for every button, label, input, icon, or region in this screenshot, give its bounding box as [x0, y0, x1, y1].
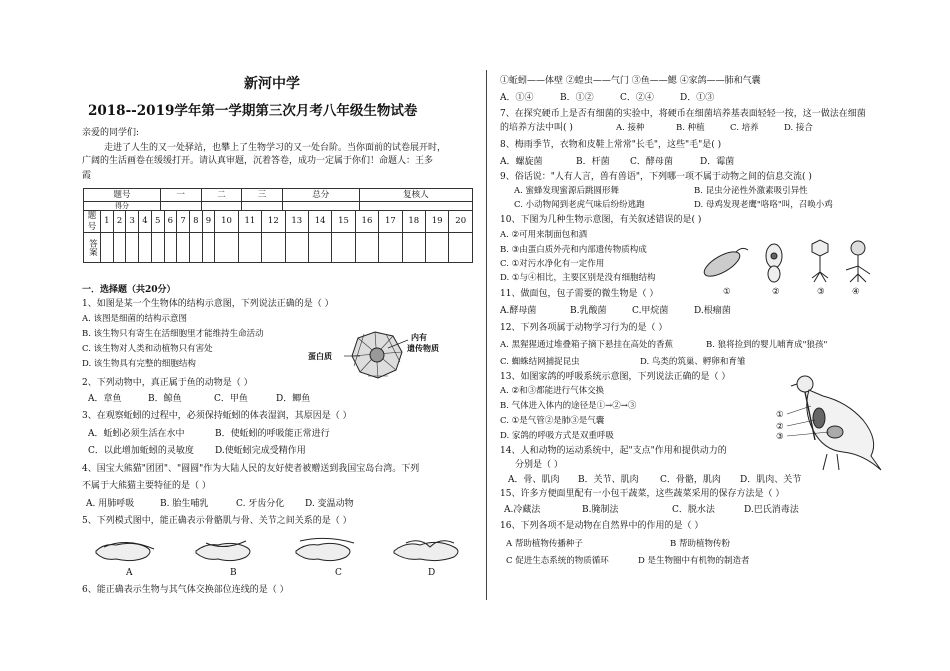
answer-cell[interactable]	[126, 233, 139, 263]
question-14-cont: 分别是（ ）	[515, 460, 563, 470]
option[interactable]: D. 鸟类的筑巢、孵卵和育雏	[640, 357, 746, 367]
question-12: 12、下列各项属于动物学习行为的是（ ）	[500, 323, 668, 333]
question-8: 8、梅雨季节，衣物和皮鞋上常常"长毛"，这些"毛"是( )	[500, 140, 722, 150]
answer-grid	[83, 210, 473, 263]
option[interactable]: A. 该图是细菌的结构示意图	[82, 314, 188, 324]
option[interactable]: D.根瘤菌	[694, 306, 731, 316]
answer-cell[interactable]	[113, 233, 126, 263]
diagram-label: 内有	[411, 332, 427, 342]
question-15: 15、许多方便面里配有一小包干蔬菜，这些蔬菜采用的保存方法是（ ）	[500, 489, 785, 499]
question-6: 6、能正确表示生物与其气体交换部位连线的是（ ）	[82, 585, 289, 595]
option[interactable]: A．蚯蚓必须生活在水中	[88, 429, 185, 439]
option[interactable]: A. 接种	[616, 123, 645, 133]
virus-diagram	[330, 326, 450, 384]
diagram-label: 遗传物质	[407, 343, 439, 353]
answer-grid-number: 20	[449, 211, 473, 233]
option[interactable]: A. 黑猩猩通过堆叠箱子摘下悬挂在高处的香蕉	[500, 340, 674, 350]
answer-grid-number: 17	[379, 211, 402, 233]
diagram-label: 蛋白质	[308, 351, 332, 361]
score-header: 复核人	[359, 189, 472, 202]
option[interactable]: B.乳酸菌	[570, 306, 607, 316]
option[interactable]: A.冷藏法	[504, 505, 541, 515]
answer-grid-number: 3	[126, 211, 139, 233]
joint-diagrams	[94, 535, 474, 567]
column-divider	[486, 70, 487, 600]
score-header: 总分	[282, 189, 359, 202]
answer-cell[interactable]	[402, 233, 425, 263]
option[interactable]: C.甲烷菌	[632, 306, 669, 316]
option[interactable]: C. 培养	[730, 123, 759, 133]
question-3: 3、在观察蚯蚓的过程中，必须保持蚯蚓的体表湿润，其原因是（ ）	[82, 411, 352, 421]
section-title: 一．选择题（共20分）	[82, 285, 176, 295]
answer-grid-number: 10	[215, 211, 238, 233]
answer-grid-number: 5	[151, 211, 164, 233]
figure-label: ③	[817, 287, 825, 297]
figure-label: ①	[776, 410, 784, 420]
option[interactable]: B. 气体进入体内的途径是①→②→③	[500, 401, 637, 411]
intro-line: 走进了人生的又一处驿站，也攀上了生物学习的又一处台阶。当你面前的试卷展开时，	[104, 143, 447, 153]
option[interactable]: D．①③	[680, 93, 715, 103]
option[interactable]: A. ②可用来制面包和酒	[500, 230, 588, 240]
question-9: 9、俗话说："人有人言，兽有兽语"，下列哪一项不属于动物之间的信息交流( )	[500, 172, 812, 182]
answer-cell[interactable]	[285, 233, 308, 263]
option[interactable]: C．甲鱼	[214, 394, 248, 404]
question-6-options: ①蚯蚓——体壁 ②蝗虫——气门 ③鱼——鳃 ④家鸽——肺和气囊	[500, 76, 761, 86]
answer-cell[interactable]	[332, 233, 355, 263]
score-table	[83, 188, 473, 211]
option[interactable]: A．骨、肌肉	[508, 475, 560, 485]
score-header: 二	[201, 189, 242, 202]
figure-label: C	[335, 568, 342, 578]
answer-cell[interactable]	[101, 233, 114, 263]
figure-label: D	[428, 568, 436, 578]
score-header: 题号	[84, 189, 161, 202]
option[interactable]: A. 蜜蜂发现蜜源后跳圆形舞	[514, 186, 620, 196]
answer-grid-number: 12	[262, 211, 285, 233]
pigeon-diagram	[783, 370, 888, 478]
answer-grid-number: 9	[202, 211, 215, 233]
answer-cell[interactable]	[202, 233, 215, 263]
answer-grid-number: 6	[164, 211, 177, 233]
option[interactable]: C. 蜘蛛结网捕捉昆虫	[500, 357, 580, 367]
option[interactable]: C. ①是气管②是肺③是气囊	[500, 416, 605, 426]
figure-label: ④	[852, 287, 860, 297]
answer-grid-number: 8	[189, 211, 202, 233]
option[interactable]: A．①④	[500, 93, 534, 103]
option[interactable]: D.使蚯蚓完成受精作用	[215, 446, 306, 456]
answer-cell[interactable]	[355, 233, 378, 263]
answer-grid-number: 16	[355, 211, 378, 233]
option[interactable]: D. ①与④相比，主要区别是没有细胞结构	[500, 273, 656, 283]
option[interactable]: C. 该生物对人类和动植物只有害处	[82, 344, 213, 354]
option[interactable]: D. 家鸽的呼吸方式是双重呼吸	[500, 431, 614, 441]
option[interactable]: B. 胎生哺乳	[160, 499, 209, 509]
option[interactable]: A．章鱼	[88, 394, 122, 404]
answer-cell[interactable]	[238, 233, 261, 263]
figure-label: A	[126, 568, 133, 578]
answer-grid-number: 18	[402, 211, 425, 233]
option[interactable]: C．骨骼，肌肉	[660, 475, 721, 485]
answer-grid-number: 1	[101, 211, 114, 233]
question-13: 13、如图家鸽的呼吸系统示意图，下列说法正确的是（ ）	[500, 372, 731, 382]
score-header: 一	[160, 189, 201, 202]
option[interactable]: B.腌制法	[582, 505, 619, 515]
answer-cell[interactable]	[262, 233, 285, 263]
option[interactable]: C．以此增加蚯蚓的灵敏度	[88, 446, 194, 456]
figure-label: ①	[723, 287, 731, 297]
option[interactable]: A 帮助植物传播种子	[506, 539, 583, 549]
score-header: 三	[242, 189, 283, 202]
question-7-cont: 的培养方法中叫( )	[500, 123, 573, 133]
answer-cell[interactable]	[177, 233, 190, 263]
option[interactable]: B. 该生物只有寄生在活细胞里才能维持生命活动	[82, 329, 264, 339]
option[interactable]: B. 狼将捡到的婴儿哺育成"狼孩"	[706, 340, 828, 350]
question-2: 2、下列动物中，真正属于鱼的动物是（ ）	[82, 378, 253, 388]
option[interactable]: B．关节、肌肉	[578, 475, 639, 485]
answer-cell[interactable]	[425, 233, 448, 263]
exam-title: 2018--2019学年第一学期第三次月考八年级生物试卷	[88, 103, 418, 119]
answer-cell[interactable]	[151, 233, 164, 263]
school-name: 新河中学	[244, 76, 300, 92]
option[interactable]: D 是生物圈中有机物的制造者	[638, 556, 750, 566]
question-4: 4、国宝大熊猫"团团"、"圆圆"作为大陆人民的友好使者被赠送到我国宝岛台湾。下列	[82, 464, 420, 474]
answer-cell[interactable]	[379, 233, 402, 263]
answer-grid-number: 13	[285, 211, 308, 233]
answer-grid-row-label: 答案	[84, 233, 101, 263]
option[interactable]: C 促进生态系统的物质循环	[506, 556, 609, 566]
answer-cell[interactable]	[215, 233, 238, 263]
greeting: 亲爱的同学们:	[82, 128, 140, 138]
option[interactable]: C. 牙齿分化	[236, 499, 285, 509]
answer-grid-number: 15	[332, 211, 355, 233]
intro-line: 霞	[82, 171, 92, 181]
question-4-cont: 不属于大熊猫主要特征的是（ ）	[82, 481, 211, 491]
option[interactable]: A．螺旋菌	[500, 157, 543, 167]
option[interactable]: D. 母鸡发现老鹰"咯咯"叫，召唤小鸡	[694, 200, 833, 210]
microbes-diagram	[700, 238, 890, 286]
option[interactable]: A.酵母菌	[500, 306, 537, 316]
intro-line: 广阔的生活画卷在缓缓打开。请认真审题，沉着答卷，成功一定属于你们！命题人：王多	[82, 156, 434, 166]
answer-grid-number: 14	[308, 211, 331, 233]
figure-label: B	[230, 568, 237, 578]
answer-grid-number: 4	[139, 211, 152, 233]
answer-grid-number: 11	[238, 211, 261, 233]
figure-label: ③	[776, 432, 784, 442]
option[interactable]: B. ③由蛋白质外壳和内部遗传物质构成	[500, 245, 647, 255]
question-16: 16、下列各项不是动物在自然界中的作用的是（ ）	[500, 521, 704, 531]
option[interactable]: C．脱水法	[672, 505, 715, 515]
option[interactable]: A. 用肺呼吸	[86, 499, 135, 509]
option[interactable]: B. 昆虫分泌性外激素吸引异性	[694, 186, 808, 196]
answer-cell[interactable]	[164, 233, 177, 263]
question-7: 7、在探究硬币上是否有细菌的实验中，将硬币在细菌培养基表面轻轻一按，这一做法在细菌	[500, 109, 866, 119]
option[interactable]: D．肌肉、关节	[740, 475, 802, 485]
score-row-label: 得分	[84, 202, 161, 211]
answer-grid-number: 2	[113, 211, 126, 233]
option[interactable]: B．鲸鱼	[148, 394, 182, 404]
option[interactable]: C. ①对污水净化有一定作用	[500, 259, 605, 269]
option[interactable]: D. 该生物具有完整的细胞结构	[82, 359, 196, 369]
option[interactable]: B．杆菌	[576, 157, 610, 167]
answer-cell[interactable]	[308, 233, 331, 263]
question-11: 11、做面包，包子需要的微生物是（ ）	[500, 289, 659, 299]
option[interactable]: C．酵母菌	[630, 157, 673, 167]
option[interactable]: D．霉菌	[700, 157, 735, 167]
answer-cell[interactable]	[449, 233, 473, 263]
option[interactable]: D.巴氏消毒法	[744, 505, 799, 515]
figure-label: ②	[776, 422, 784, 432]
figure-label: ②	[772, 287, 780, 297]
question-10: 10、下图为几种生物示意图，有关叙述错误的是( )	[500, 215, 702, 225]
option[interactable]: A. ②和③都能进行气体交换	[500, 386, 605, 396]
option[interactable]: D. 接合	[784, 123, 813, 133]
option[interactable]: D．鲫鱼	[276, 394, 311, 404]
answer-grid-number: 19	[425, 211, 448, 233]
option[interactable]: B．①②	[560, 93, 594, 103]
answer-grid-row-label: 题号	[84, 211, 101, 233]
answer-grid-number: 7	[177, 211, 190, 233]
question-1: 1、如图是某一个生物体的结构示意图，下列说法正确的是（ ）	[82, 299, 334, 309]
question-5: 5、下列模式图中，能正确表示骨骼肌与骨、关节之间关系的是（ ）	[82, 516, 352, 526]
option[interactable]: C. 小动物闻到老虎气味后纷纷逃跑	[514, 200, 645, 210]
option[interactable]: B．使蚯蚓的呼吸能正常进行	[215, 429, 330, 439]
question-14: 14、人和动物的运动系统中，起"支点"作用和提供动力的	[500, 446, 727, 456]
answer-cell[interactable]	[139, 233, 152, 263]
option[interactable]: B. 种植	[676, 123, 705, 133]
option[interactable]: B 帮助植物传粉	[670, 539, 730, 549]
option[interactable]: D. 变温动物	[305, 499, 354, 509]
option[interactable]: C．②④	[620, 93, 654, 103]
answer-cell[interactable]	[189, 233, 202, 263]
